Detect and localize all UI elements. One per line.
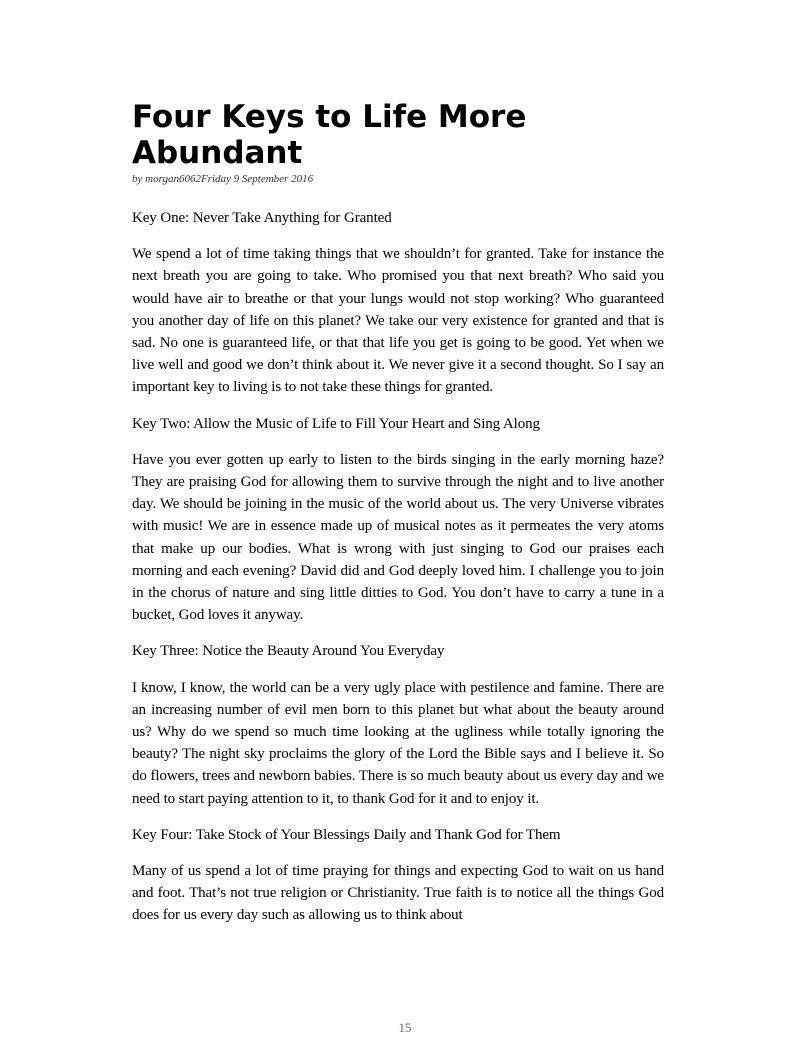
section-heading-key-one: Key One: Never Take Anything for Granted bbox=[132, 210, 392, 226]
section-paragraph-key-two: Have you ever gotten up early to listen to the birds singing in the early morning haze? They are praising God for allowing them to survive through the night and to live another day. We should be joining in the music of the world about us. The very Universe vibrates with music! We are in essence made up of musical notes as it permeates the very atoms that make up our bodies. What is wrong with just singing to God our praises each morning and each evening? David did and God deeply loved him. I challenge you to join in the chorus of nature and sing little ditties to God. You don’t have to carry a tune in a bucket, God loves it anyway. bbox=[132, 451, 664, 624]
section-heading-key-three: Key Three: Notice the Beauty Around You Everyday bbox=[132, 643, 445, 660]
page-number: 15 bbox=[398, 1020, 412, 1035]
article-body bbox=[132, 207, 664, 941]
section-heading-key-four: Key Four: Take Stock of Your Blessings Daily and Thank God for Them bbox=[132, 826, 561, 843]
byline: by morgan6062Friday 9 September 2016 bbox=[132, 173, 314, 185]
section-paragraph-key-one: We spend a lot of time taking things that we shouldn’t for granted. Take for instance the next breath you are going to take. Who promised you that next breath? Who said you would have air to breathe or that your lungs would not stop working? Who guaranteed you another day of life on this planet? We take our very existence for granted and that is sad. No one is guaranteed life, or that that life you get is going to be good. Yet when we live well and good we don’t think about it. We never give it a second thought. So I say an important key to living is to not take these things for granted. bbox=[132, 246, 664, 396]
page-title: Four Keys to Life More Abundant bbox=[132, 99, 527, 171]
section-heading-key-two: Key Two: Allow the Music of Life to Fill Your Heart and Sing Along bbox=[132, 415, 540, 432]
section-paragraph-key-four: Many of us spend a lot of time praying for things and expecting God to wait on us hand and foot. That’s not true religion or Christianity. True faith is to notice all the things God does for us every day such as allowing us to think about bbox=[132, 863, 664, 924]
section-paragraph-key-three: I know, I know, the world can be a very ugly place with pestilence and famine. There are an increasing number of evil men born to this planet but what about the beauty around us? Why do we spend so much time looking at the ugliness while totally ignoring the beauty? The night sky proclaims the glory of the Lord the Bible says and I believe it. So do flowers, trees and newborn babies. There is so much beauty about us every day and we need to start paying attention to it, to thank God for it and to enjoy it. bbox=[132, 679, 664, 807]
